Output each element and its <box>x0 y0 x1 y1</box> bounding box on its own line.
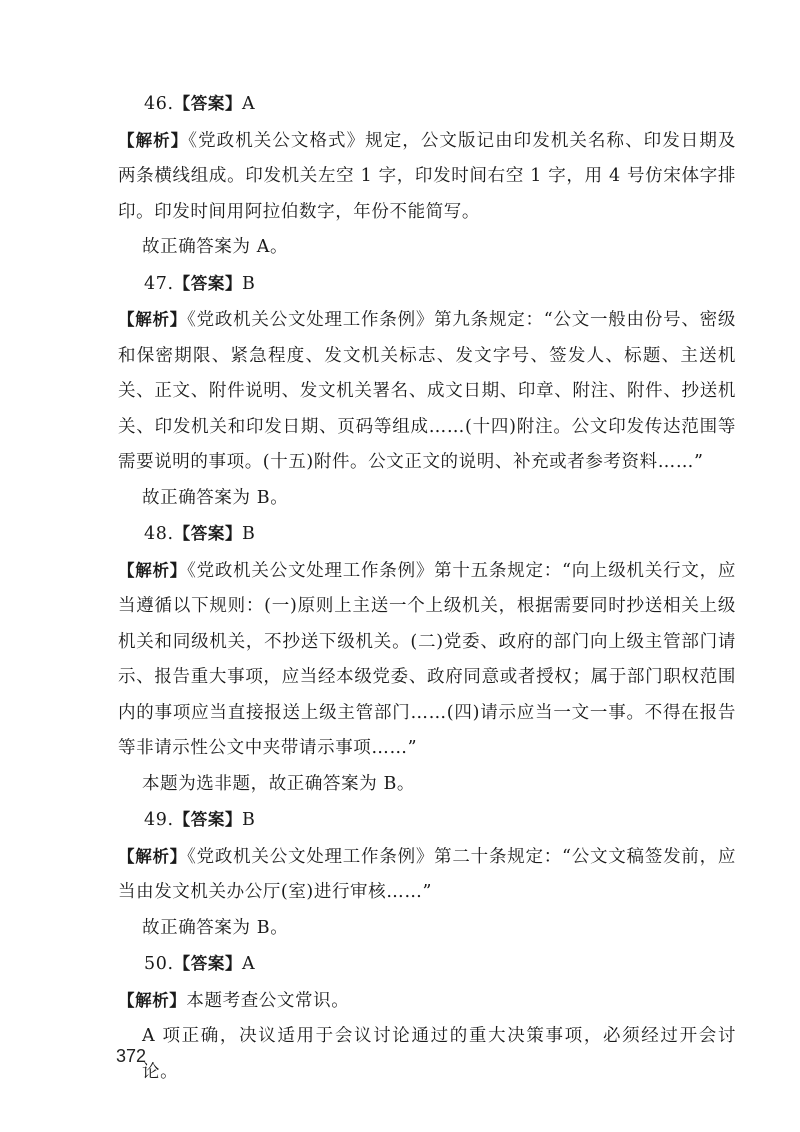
conclusion: 故正确答案为 B。 <box>142 487 289 508</box>
answer-tag: 【答案】 <box>173 94 243 113</box>
analysis-text: 《党政机关公文处理工作条例》第二十条规定：“公文文稿签发前，应当由发文机关办公厅(室)进行审核……” <box>118 846 737 902</box>
analysis-tag: 【解析】 <box>118 560 188 580</box>
conclusion: 故正确答案为 A。 <box>142 237 289 257</box>
question-number: 48. <box>144 524 174 544</box>
analysis-paragraph <box>118 302 736 481</box>
analysis-paragraph <box>118 839 736 911</box>
answer-line <box>118 516 736 553</box>
page-number: 372 <box>116 1046 147 1066</box>
answer-line <box>118 266 736 303</box>
answer-letter: B <box>242 524 256 544</box>
answer-tag: 【答案】 <box>173 524 243 543</box>
analysis-tag: 【解析】 <box>118 846 188 866</box>
answer-tag: 【答案】 <box>173 273 243 293</box>
conclusion: 故正确答案为 B。 <box>142 917 289 938</box>
answer-tag: 【答案】 <box>173 810 243 829</box>
analysis-tag: 【解析】 <box>118 130 189 150</box>
question-number: 46. <box>144 94 174 114</box>
analysis-text: 《党政机关公文格式》规定，公文版记由印发机关名称、印发日期及两条横线组成。印发机关左空 1 字，印发时间右空 1 字，用 4 号仿宋体字排印。印发时间用阿拉伯数字，年份不能简写。 <box>118 130 736 222</box>
analysis-text: 《党政机关公文处理工作条例》第九条规定：“公文一般由份号、密级和保密期限、紧急程度、发文机关标志、发文字号、签发人、标题、主送机关、正文、附件说明、发文机关署名、成文日期、印章、附注、附件、抄送机关、印发机关和印发日期、页码等组成……(十四)附注。公文印发传达范围等需要说明的事项。(十五)附件。公文正文的说明、补充或者参考资料……” <box>118 310 737 472</box>
answer-line <box>118 946 736 983</box>
analysis-paragraph <box>118 553 736 767</box>
question-number: 49. <box>144 810 174 830</box>
analysis-paragraph <box>118 983 736 1020</box>
answer-explanations <box>118 86 736 1090</box>
answer-line <box>118 802 736 839</box>
analysis-tag: 【解析】 <box>118 310 188 329</box>
analysis-tag: 【解析】 <box>118 990 187 1010</box>
analysis-text: 《党政机关公文处理工作条例》第十五条规定：“向上级机关行文，应当遵循以下规则：(一)原则上主送一个上级机关，根据需要同时抄送相关上级机关和同级机关，不抄送下级机关。(二)党委、政府的部门向上级主管部门请示、报告重大事项，应当经本级党委、政府同意或者授权；属于部门职权范围内的事项应当直接报送上级主管部门……(四)请示应当一文一事。不得在报告等非请示性公文中夹带请示事项……” <box>118 560 737 758</box>
answer-letter: B <box>242 273 256 294</box>
answer-letter: A <box>242 94 256 114</box>
answer-letter: A <box>242 954 256 974</box>
answer-line <box>118 86 736 123</box>
question-number: 50. <box>144 954 174 974</box>
question-number: 47. <box>144 273 174 294</box>
analysis-extra: A 项正确，决议适用于会议讨论通过的重大决策事项，必须经过开会讨论。 <box>142 1026 736 1082</box>
answer-letter: B <box>242 810 256 830</box>
analysis-paragraph <box>118 123 736 231</box>
analysis-text: 本题考查公文常识。 <box>186 990 350 1011</box>
conclusion: 本题为选非题，故正确答案为 B。 <box>142 773 416 794</box>
answer-tag: 【答案】 <box>173 954 243 973</box>
